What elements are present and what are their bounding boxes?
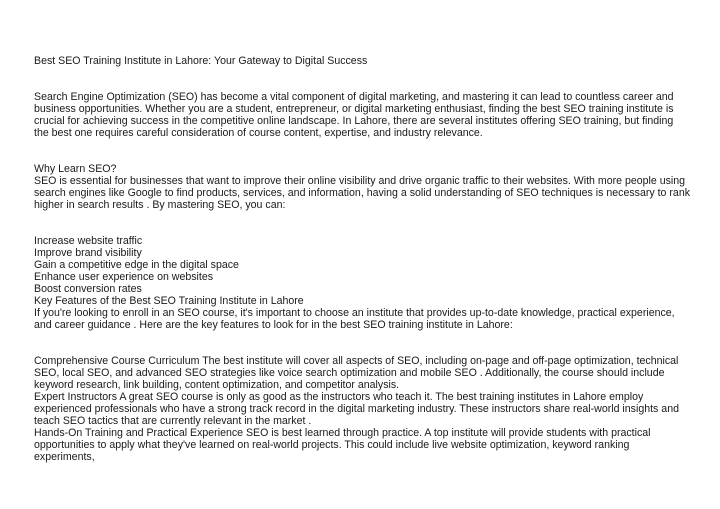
- feature-instructors: Expert Instructors A great SEO course is only as good as the instructors who teach it. The best training institutes in Lahore employ experienced professionals who have a strong track record in the digital marketing industry. These instructors share real-world insights and teach SEO tactics that are currently relevant in the market .: [34, 391, 679, 427]
- list-item: Increase website traffic: [34, 235, 143, 247]
- list-item: Boost conversion rates: [34, 283, 142, 295]
- document-page: [34, 55, 690, 463]
- features-paragraph: If you're looking to enroll in an SEO course, it's important to choose an institute that provides up-to-date knowledge, practical experience, and career guidance . Here are the key features to look for in the best SEO training institute in Lahore:: [34, 307, 675, 331]
- document-title: Best SEO Training Institute in Lahore: Your Gateway to Digital Success: [34, 55, 368, 67]
- list-item: Enhance user experience on websites: [34, 271, 214, 283]
- why-section: [34, 163, 690, 211]
- features-section: [34, 295, 690, 331]
- list-item: Improve brand visibility: [34, 247, 142, 259]
- features-heading: Key Features of the Best SEO Training Institute in Lahore: [34, 295, 304, 307]
- benefits-list: [34, 235, 690, 295]
- why-paragraph: SEO is essential for businesses that want to improve their online visibility and drive organic traffic to their websites. With more people using search engines like Google to find products, services, and information, having a solid understanding of SEO techniques is necessary to rank higher in search results . By mastering SEO, you can:: [34, 175, 691, 211]
- feature-items: [34, 355, 690, 463]
- why-heading: Why Learn SEO?: [34, 163, 117, 175]
- list-item: Gain a competitive edge in the digital space: [34, 259, 239, 271]
- intro-paragraph: Search Engine Optimization (SEO) has become a vital component of digital marketing, and mastering it can lead to countless career and business opportunities. Whether you are a student, entrepreneur, or digital marketing enthusiast, finding the best SEO training institute is crucial for achieving success in the competitive online landscape. In Lahore, there are several institutes offering SEO training, but finding the best one requires careful consideration of course content, expertise, and industry relevance.: [34, 91, 674, 139]
- feature-curriculum: Comprehensive Course Curriculum The best institute will cover all aspects of SEO, including on-page and off-page optimization, technical SEO, local SEO, and advanced SEO strategies like voice search optimization and mobile SEO . Additionally, the course should include keyword research, link building, content optimization, and competitor analysis.: [34, 355, 679, 391]
- feature-hands-on: Hands-On Training and Practical Experience SEO is best learned through practice. A top institute will provide students with practical opportunities to apply what they've learned on real-world projects. This could include live website optimization, keyword ranking experiments,: [34, 427, 651, 463]
